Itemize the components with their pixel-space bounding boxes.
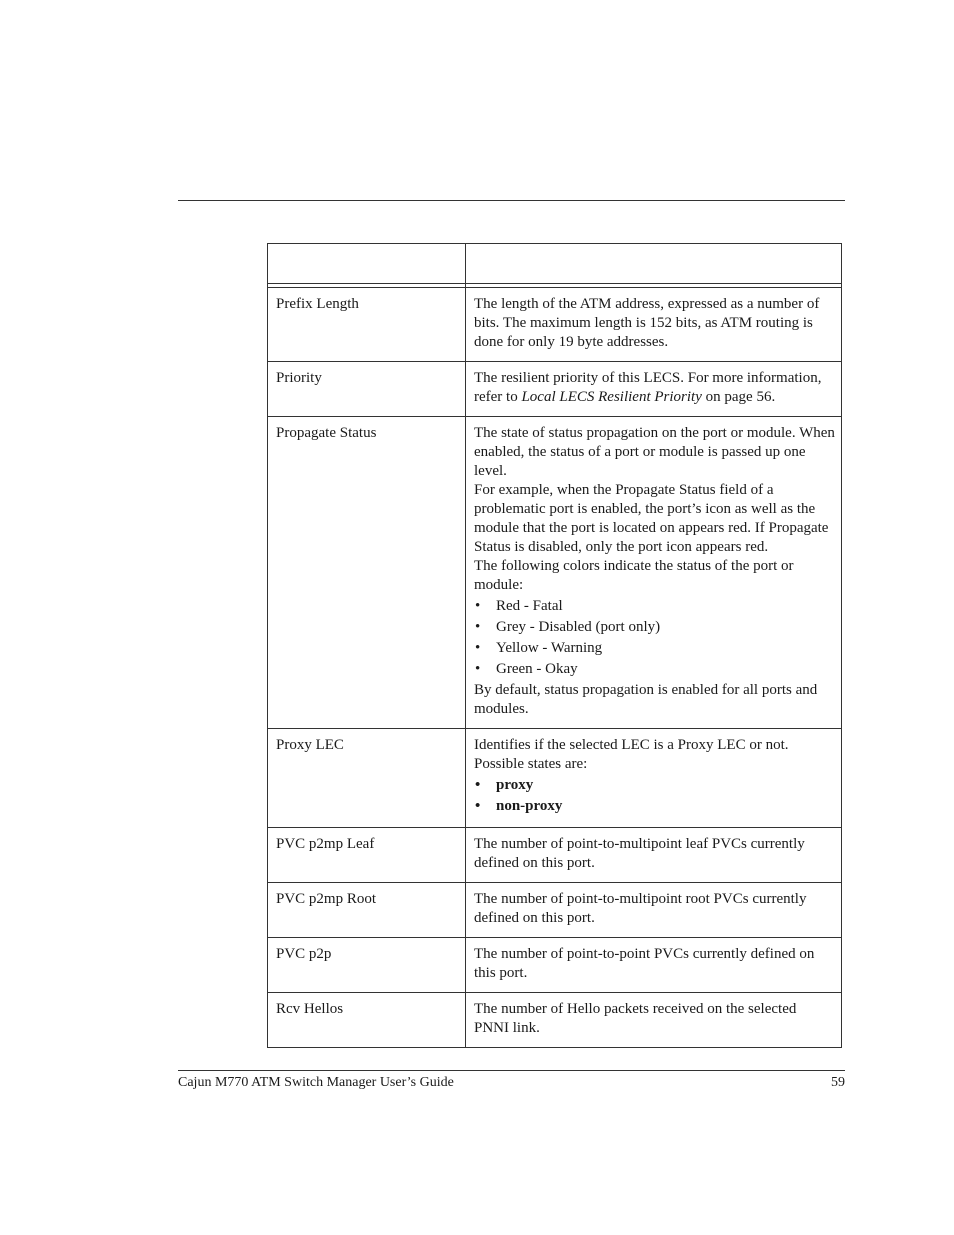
header-rule (178, 200, 845, 201)
table-row (268, 362, 842, 417)
description-cell (466, 417, 841, 728)
description-paragraph: By default, status propagation is enabled for all ports and modules. (474, 682, 818, 717)
term-cell: PVC p2p (276, 946, 332, 962)
list-item: • non-proxy (475, 798, 563, 814)
bullet-icon: • (475, 661, 481, 677)
footer-title: Cajun M770 ATM Switch Manager User’s Guide (178, 1075, 454, 1090)
table-header-row (268, 244, 842, 284)
description-cell: The number of Hello packets received on the selected PNNI link. (474, 1001, 797, 1036)
list-item: • Yellow - Warning (475, 640, 603, 656)
bullet-icon: • (475, 640, 481, 656)
term-cell: PVC p2mp Leaf (276, 836, 375, 852)
page-footer (178, 1074, 845, 1092)
table-row (268, 993, 842, 1048)
bullet-icon: • (475, 777, 481, 793)
list-item: • Grey - Disabled (port only) (475, 619, 661, 635)
bullet-icon: • (475, 598, 481, 614)
description-cell (466, 729, 841, 827)
list-item: • Red - Fatal (475, 598, 563, 614)
term-cell: Priority (276, 370, 322, 386)
table-row (268, 828, 842, 883)
table-row (268, 729, 842, 828)
footer-rule (178, 1070, 845, 1071)
list-item: • Green - Okay (475, 661, 578, 677)
description-text: on page 56. (701, 389, 776, 405)
description-cell: The length of the ATM address, expressed as a number of bits. The maximum length is 152 bits, as ATM routing is done for only 19 byte addresses. (474, 296, 820, 350)
term-cell: Propagate Status (276, 425, 377, 441)
cross-reference-link[interactable]: Local LECS Resilient Priority (521, 389, 702, 405)
description-cell (466, 362, 841, 416)
bullet-icon: • (475, 798, 481, 814)
description-cell: The number of point-to-multipoint leaf PVCs currently defined on this port. (474, 836, 805, 871)
term-cell: Rcv Hellos (276, 1001, 344, 1017)
glossary-table (267, 243, 842, 1048)
description-paragraph: For example, when the Propagate Status field of a problematic port is enabled, the port’s icon as well as the module that the port is located on appears red. If Propagate Status is disabled, only the port icon appears red. (474, 482, 829, 555)
description-paragraph: The state of status propagation on the port or module. When enabled, the status of a port or module is passed up one level. (474, 425, 835, 479)
header-cell-term (268, 244, 466, 284)
bullet-icon: • (475, 619, 481, 635)
page-number: 59 (831, 1075, 845, 1090)
description-cell: The number of point-to-multipoint root PVCs currently defined on this port. (474, 891, 807, 926)
description-paragraph: Identifies if the selected LEC is a Proxy LEC or not. Possible states are: (474, 737, 789, 772)
term-cell: PVC p2mp Root (276, 891, 377, 907)
term-cell: Prefix Length (276, 296, 359, 312)
table-row (268, 883, 842, 938)
table-row (268, 288, 842, 362)
header-cell-description (466, 244, 842, 284)
description-cell: The number of point-to-point PVCs currently defined on this port. (474, 946, 815, 981)
table-row (268, 938, 842, 993)
description-text: The resilient priority of this LECS. For more information, refer to (474, 370, 822, 405)
list-item: • proxy (475, 777, 534, 793)
table-row (268, 417, 842, 729)
term-cell: Proxy LEC (276, 737, 344, 753)
description-paragraph: The following colors indicate the status of the port or module: (474, 558, 794, 593)
